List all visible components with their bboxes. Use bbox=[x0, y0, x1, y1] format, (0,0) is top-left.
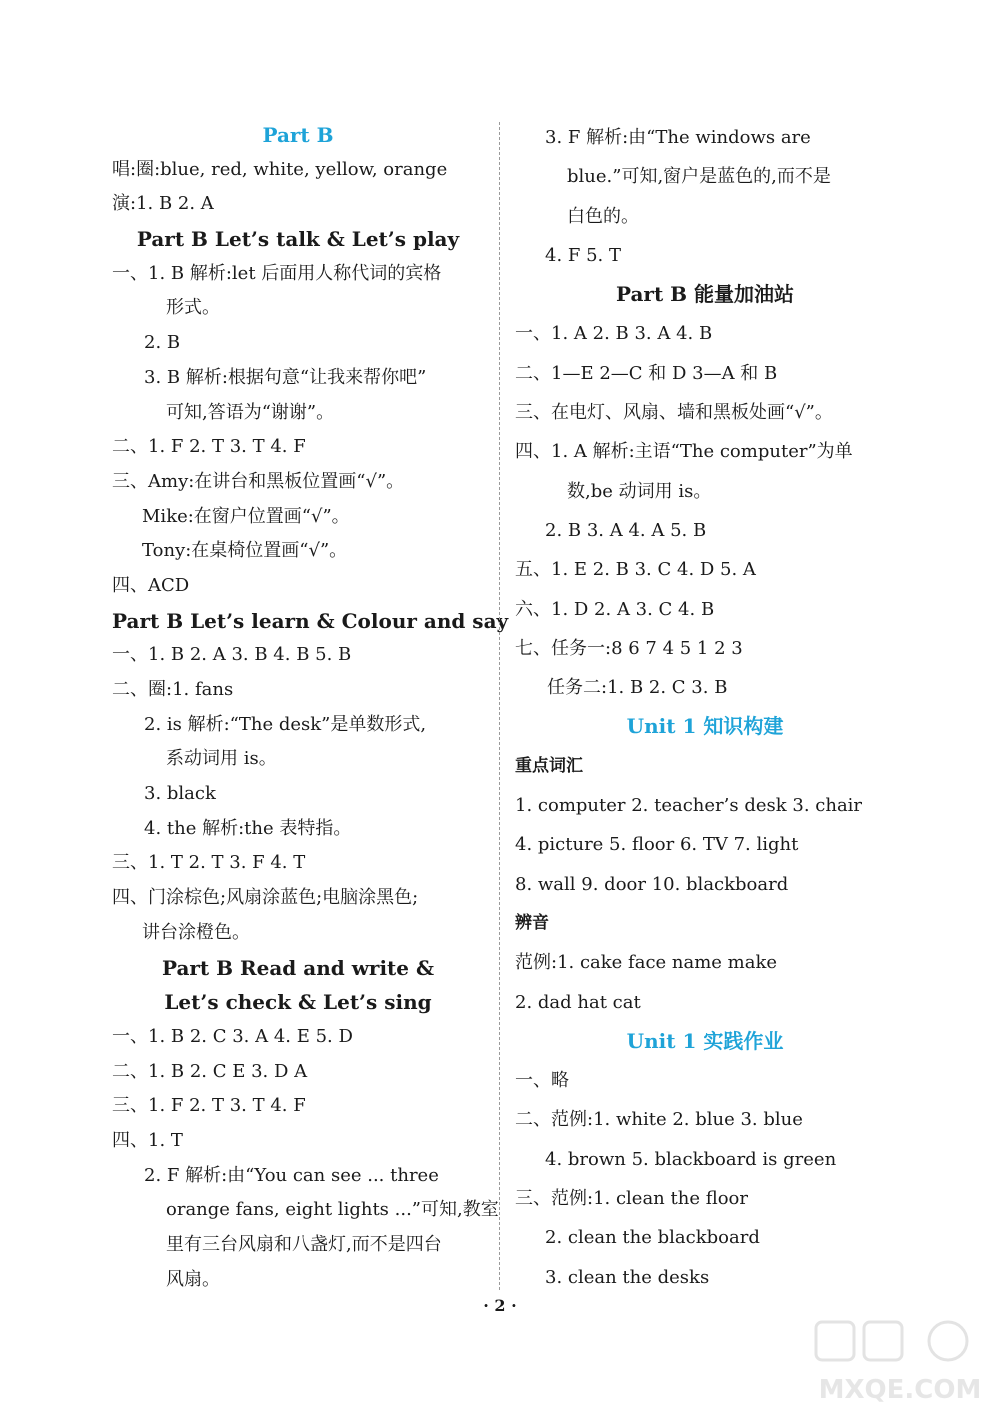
left-line: 三、1. T 2. T 3. F 4. T bbox=[112, 852, 306, 874]
watermark-logo bbox=[808, 1318, 993, 1408]
right-column bbox=[515, 118, 895, 1297]
left-line: 四、ACD bbox=[112, 574, 190, 596]
left-line: Tony:在桌椅位置画“√”。 bbox=[142, 540, 348, 562]
left-line: 四、1. T bbox=[112, 1129, 183, 1151]
right-line: 五、1. E 2. B 3. C 4. D 5. A bbox=[515, 559, 756, 581]
right-line: 2. dad hat cat bbox=[515, 991, 641, 1013]
left-line: 系动词用 is。 bbox=[166, 748, 277, 770]
left-line: Part B Read and write & bbox=[161, 955, 435, 980]
left-line: 3. black bbox=[144, 783, 216, 805]
right-line: 1. computer 2. teacher’s desk 3. chair bbox=[515, 795, 863, 817]
left-line: 演:1. B 2. A bbox=[112, 193, 214, 215]
left-line: 一、1. B 2. A 3. B 4. B 5. B bbox=[112, 644, 352, 666]
right-line: 2. B 3. A 4. A 5. B bbox=[545, 519, 707, 541]
right-line: 一、1. A 2. B 3. A 4. B bbox=[515, 323, 713, 345]
right-line: 3. F 解析:由“The windows are bbox=[545, 127, 811, 148]
left-line: 风扇。 bbox=[166, 1268, 220, 1290]
left-line: 可知,答语为“谢谢”。 bbox=[166, 401, 335, 423]
left-line: 2. is 解析:“The desk”是单数形式, bbox=[144, 713, 427, 735]
right-line: 范例:1. cake face name make bbox=[515, 952, 778, 974]
right-line: 8. wall 9. door 10. blackboard bbox=[515, 873, 789, 895]
left-line: 一、1. B 解析:let 后面用人称代词的宾格 bbox=[112, 262, 442, 284]
right-line: 4. brown 5. blackboard is green bbox=[545, 1148, 837, 1170]
right-line: 任务二:1. B 2. C 3. B bbox=[547, 677, 728, 699]
right-line: 三、在电灯、风扇、墙和黑板处画“√”。 bbox=[515, 402, 833, 424]
right-line: 四、1. A 解析:主语“The computer”为单 bbox=[515, 441, 853, 463]
left-line: 二、1. B 2. C E 3. D A bbox=[112, 1060, 308, 1082]
left-line: Let’s check & Let’s sing bbox=[164, 990, 432, 1015]
right-line: Unit 1 实践作业 bbox=[626, 1028, 784, 1053]
left-line: 三、Amy:在讲台和黑板位置画“√”。 bbox=[112, 470, 405, 492]
right-line: Unit 1 知识构建 bbox=[626, 714, 784, 739]
left-line: 2. B bbox=[144, 332, 181, 354]
left-line: orange fans, eight lights ...”可知,教室 bbox=[166, 1199, 499, 1221]
right-line: 白色的。 bbox=[567, 205, 639, 227]
left-line: 四、门涂棕色;风扇涂蓝色;电脑涂黑色; bbox=[112, 887, 419, 909]
left-line: 三、1. F 2. T 3. T 4. F bbox=[112, 1095, 306, 1117]
left-line: 形式。 bbox=[166, 297, 220, 319]
left-column bbox=[112, 118, 509, 1297]
page-number: · 2 · bbox=[483, 1296, 517, 1315]
right-line: 2. clean the blackboard bbox=[545, 1227, 760, 1249]
left-line: 4. the 解析:the 表特指。 bbox=[144, 817, 352, 839]
left-line: 讲台涂橙色。 bbox=[142, 921, 250, 943]
left-line: 二、圈:1. fans bbox=[112, 679, 234, 700]
left-line: 唱:圈:blue, red, white, yellow, orange bbox=[112, 158, 448, 180]
right-line: 辨音 bbox=[515, 912, 549, 933]
right-line: 3. clean the desks bbox=[545, 1266, 710, 1288]
right-line: 七、任务一:8 6 7 4 5 1 2 3 bbox=[515, 637, 743, 659]
right-line: 重点词汇 bbox=[515, 755, 583, 776]
right-line: 三、范例:1. clean the floor bbox=[515, 1188, 748, 1210]
left-line: Part B bbox=[262, 123, 334, 147]
right-line: blue.”可知,窗户是蓝色的,而不是 bbox=[567, 166, 831, 188]
column-divider bbox=[499, 122, 500, 1290]
right-line: 4. picture 5. floor 6. TV 7. light bbox=[515, 834, 799, 856]
left-line: 3. B 解析:根据句意“让我来帮你吧” bbox=[144, 366, 427, 388]
right-line: Part B 能量加油站 bbox=[615, 282, 795, 307]
right-line: 一、略 bbox=[515, 1070, 569, 1092]
right-line: 六、1. D 2. A 3. C 4. B bbox=[515, 598, 715, 620]
right-line: 二、1—E 2—C 和 D 3—A 和 B bbox=[515, 362, 778, 384]
left-line: 2. F 解析:由“You can see ... three bbox=[144, 1164, 439, 1186]
left-line: 一、1. B 2. C 3. A 4. E 5. D bbox=[112, 1025, 353, 1047]
right-line: 4. F 5. T bbox=[545, 244, 622, 266]
left-line: 二、1. F 2. T 3. T 4. F bbox=[112, 436, 306, 458]
left-line: 里有三台风扇和八盏灯,而不是四台 bbox=[166, 1234, 442, 1255]
left-line: Part B Let’s talk & Let’s play bbox=[136, 227, 460, 252]
watermark-text: MXQE.COM bbox=[818, 1375, 982, 1405]
left-line: Mike:在窗户位置画“√”。 bbox=[142, 505, 350, 527]
left-line: Part B Let’s learn & Colour and say bbox=[112, 608, 509, 633]
right-line: 数,be 动词用 is。 bbox=[567, 480, 712, 502]
right-line: 二、范例:1. white 2. blue 3. blue bbox=[515, 1109, 803, 1131]
